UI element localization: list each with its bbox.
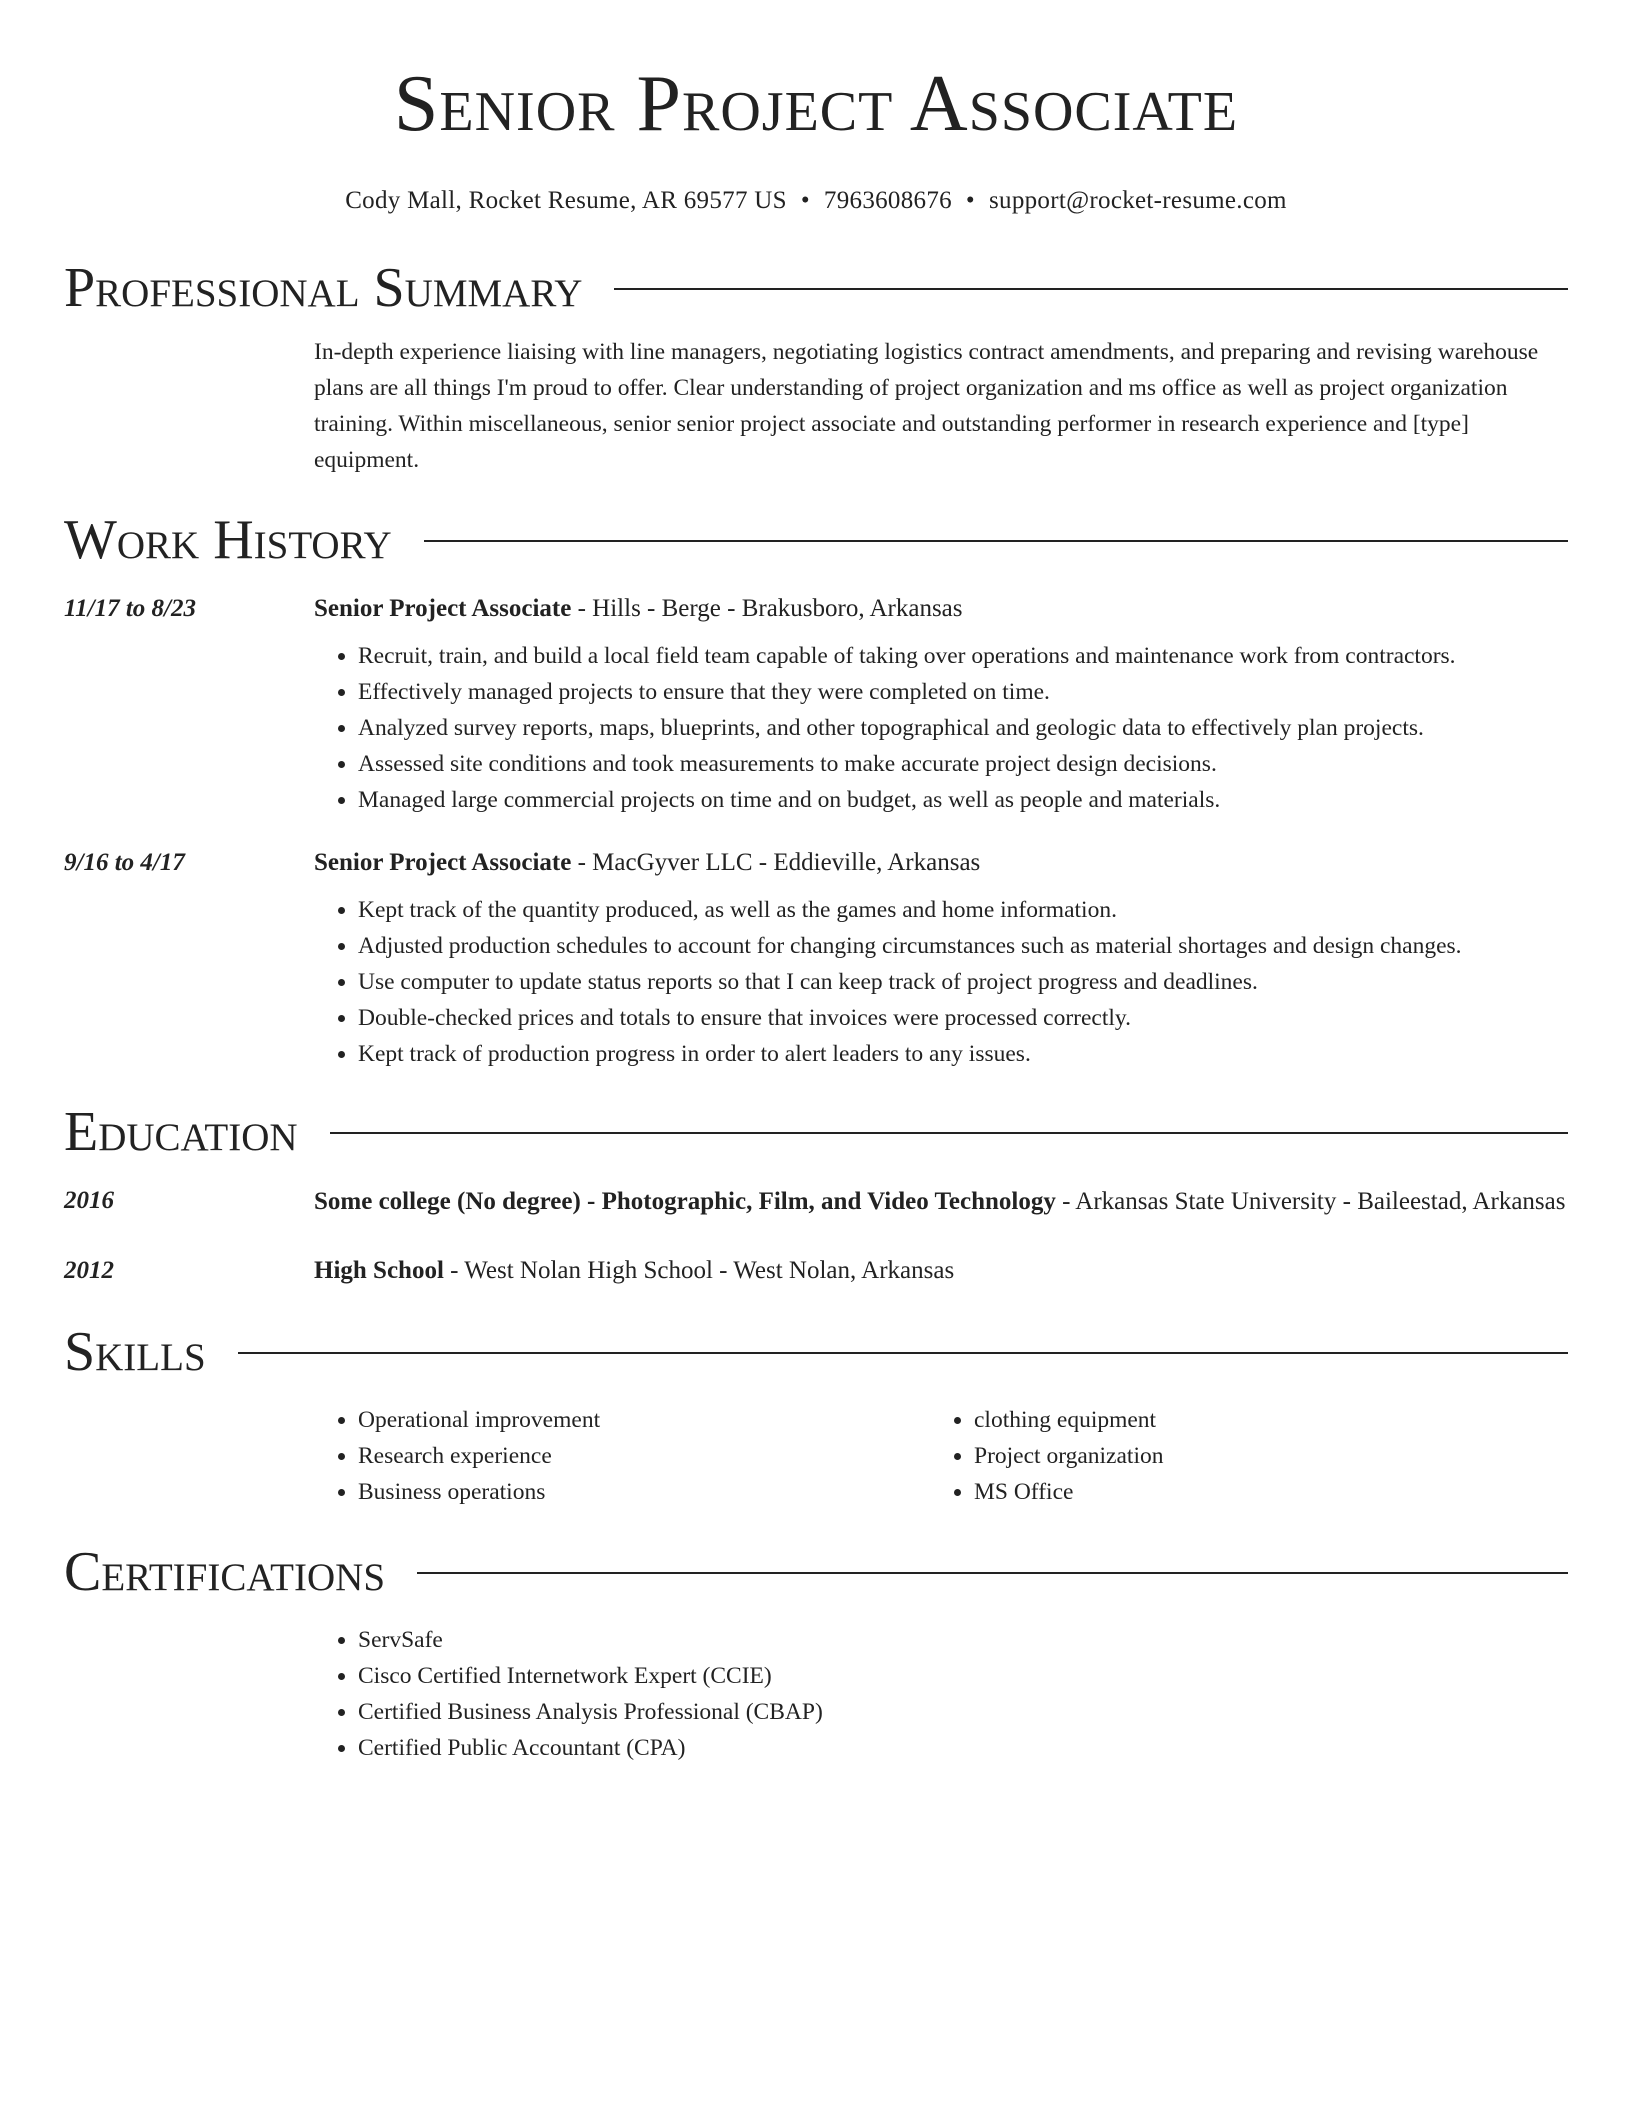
section-header <box>64 504 1568 576</box>
work-headline <box>314 590 1568 628</box>
skills-columns <box>314 1402 1568 1510</box>
education-headline <box>314 1182 1568 1222</box>
section-divider <box>424 540 1568 542</box>
job-details: - Hills - Berge - Brakusboro, Arkansas <box>571 595 963 622</box>
section-divider <box>417 1572 1568 1574</box>
contact-separator: • <box>800 187 810 214</box>
certifications-wrap <box>314 1622 1568 1766</box>
skills-list <box>314 1402 930 1510</box>
work-date: 9/16 to 4/17 <box>64 849 185 876</box>
section-heading: Skills <box>64 1321 206 1383</box>
certification-item: • Cisco Certified Internetwork Expert (CCIE) <box>358 1658 1568 1694</box>
contact-line <box>64 184 1568 218</box>
section-heading: Work History <box>64 509 392 571</box>
school-details: - West Nolan High School - West Nolan, Arkansas <box>443 1257 955 1284</box>
skill-item: • clothing equipment <box>974 1402 1544 1438</box>
work-bullet-list <box>314 892 1568 1072</box>
list-item: • Use computer to update status reports so that I can keep track of project progress and deadlines. <box>358 964 1568 1000</box>
list-item: • Double-checked prices and totals to ensure that invoices were processed correctly. <box>358 1000 1568 1036</box>
section-header <box>64 1316 1568 1388</box>
contact-separator: • <box>965 187 975 214</box>
education-date: 2016 <box>64 1187 114 1214</box>
certification-item: • Certified Public Accountant (CPA) <box>358 1730 1568 1766</box>
list-item: • Assessed site conditions and took measurements to make accurate project design decisions. <box>358 746 1568 782</box>
skill-item: • MS Office <box>974 1474 1544 1510</box>
skills-section <box>64 1316 1568 1510</box>
certification-item: • ServSafe <box>358 1622 1568 1658</box>
section-divider <box>238 1352 1568 1354</box>
skill-item: • Business operations <box>358 1474 930 1510</box>
section-header <box>64 1096 1568 1168</box>
contact-address: Cody Mall, Rocket Resume, AR 69577 US <box>345 187 787 214</box>
contact-phone[interactable]: 7963608676 <box>823 187 952 214</box>
certifications-section <box>64 1536 1568 1766</box>
resume-title: Senior Project Associate <box>393 60 1239 148</box>
contact-email[interactable]: support@rocket-resume.com <box>988 187 1287 214</box>
work-headline <box>314 844 1568 882</box>
list-item: • Kept track of production progress in order to alert leaders to any issues. <box>358 1036 1568 1072</box>
section-header <box>64 252 1568 324</box>
section-divider <box>330 1132 1568 1134</box>
certification-item: • Certified Business Analysis Professional (CBAP) <box>358 1694 1568 1730</box>
job-details: - MacGyver LLC - Eddieville, Arkansas <box>571 849 981 876</box>
degree-title: High School <box>314 1257 444 1284</box>
skill-item: • Research experience <box>358 1438 930 1474</box>
work-history-section <box>64 504 1568 1072</box>
skills-list <box>930 1402 1544 1510</box>
education-headline <box>314 1252 1568 1290</box>
work-date: 11/17 to 8/23 <box>64 595 196 622</box>
work-body <box>314 590 1568 818</box>
education-entry <box>64 1252 1568 1290</box>
work-entry <box>64 590 1568 818</box>
education-entry <box>64 1182 1568 1222</box>
list-item: • Adjusted production schedules to account for changing circumstances such as material shortages and design changes. <box>358 928 1568 964</box>
section-divider <box>614 288 1568 290</box>
education-body <box>314 1252 1568 1290</box>
school-details: - Arkansas State University - Baileestad, Arkansas <box>1055 1188 1566 1215</box>
education-date: 2012 <box>64 1257 114 1284</box>
skill-item: • Operational improvement <box>358 1402 930 1438</box>
summary-section <box>64 252 1568 478</box>
education-section <box>64 1096 1568 1290</box>
skill-item: • Project organization <box>974 1438 1544 1474</box>
work-body <box>314 844 1568 1072</box>
section-heading: Certifications <box>64 1541 386 1603</box>
list-item: • Recruit, train, and build a local field team capable of taking over operations and maintenance work from contractors. <box>358 638 1568 674</box>
summary-text: In-depth experience liaising with line managers, negotiating logistics contract amendments, and preparing and revising warehouse plans are all things I'm proud to offer. Clear understanding of project organization and ms office as well as project organization training. Within miscellaneous, senior senior project associate and outstanding performer in research experience and [type] equipment. <box>314 339 1539 473</box>
job-title: Senior Project Associate <box>314 849 572 876</box>
list-item: • Analyzed survey reports, maps, blueprints, and other topographical and geologic data to effectively plan projects. <box>358 710 1568 746</box>
list-item: • Effectively managed projects to ensure that they were completed on time. <box>358 674 1568 710</box>
degree-title: Some college (No degree) - Photographic, Film, and Video Technology <box>314 1188 1056 1215</box>
work-entry <box>64 844 1568 1072</box>
list-item: • Kept track of the quantity produced, as well as the games and home information. <box>358 892 1568 928</box>
work-bullet-list <box>314 638 1568 818</box>
section-header <box>64 1536 1568 1608</box>
certifications-list <box>314 1622 1568 1766</box>
list-item: • Managed large commercial projects on time and on budget, as well as people and materials. <box>358 782 1568 818</box>
education-body <box>314 1182 1568 1222</box>
section-heading: Education <box>64 1101 298 1163</box>
section-heading: Professional Summary <box>64 257 583 319</box>
job-title: Senior Project Associate <box>314 595 572 622</box>
